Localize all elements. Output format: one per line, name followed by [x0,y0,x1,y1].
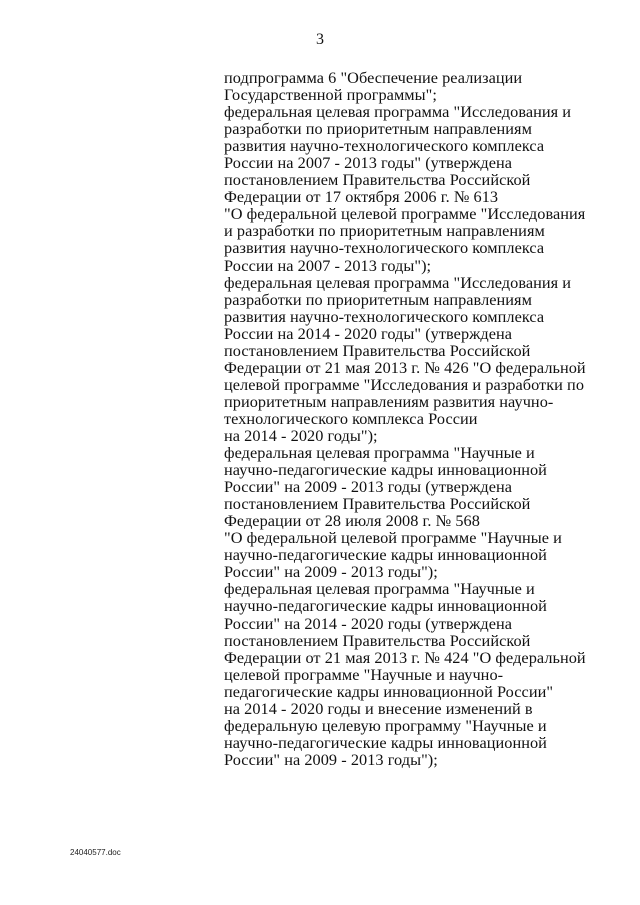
document-id: 24040577.doc [70,848,121,857]
text-line: разработки по приоритетным направлениям [224,289,532,309]
text-line: и разработки по приоритетным направлениям [224,221,545,241]
text-line: постановлением Правительства Российской [224,340,531,360]
text-line: Государственной программы"; [224,85,437,105]
text-line: постановлением Правительства Российской [224,170,531,190]
text-line: России" на 2009 - 2013 годы"); [224,749,438,769]
text-line: научно-педагогические кадры инновационной [224,460,547,480]
body-text [224,69,624,768]
text-line: научно-педагогические кадры инновационной [224,732,547,752]
text-line: России" на 2009 - 2013 годы (утверждена [224,477,513,497]
text-line: на 2014 - 2020 годы и внесение изменений в [224,698,533,718]
text-line: постановлением Правительства Российской [224,630,531,650]
text-line: России на 2014 - 2020 годы" (утверждена [224,323,513,343]
text-line: технологического комплекса России [224,408,478,428]
text-line: "О федеральной целевой программе "Исследования [224,204,586,224]
text-line: подпрограмма 6 "Обеспечение реализации [224,68,523,87]
text-line: Федерации от 17 октября 2006 г. № 613 [224,187,499,207]
text-line: Федерации от 21 мая 2013 г. № 424 "О федеральной [224,647,586,667]
page-number: 3 [316,31,324,48]
text-line: федеральную целевую программу "Научные и [224,715,547,735]
text-line: развития научно-технологического комплекса [224,136,545,156]
text-line: научно-педагогические кадры инновационной [224,596,547,616]
text-line: федеральная целевая программа "Научные и [224,579,535,599]
text-line: развития научно-технологического комплекса [224,238,545,258]
text-line: России" на 2014 - 2020 годы (утверждена [224,613,513,633]
text-line: разработки по приоритетным направлениям [224,119,532,139]
text-line: "О федеральной целевой программе "Научные и [224,528,562,548]
text-line: развития научно-технологического комплекса [224,306,545,326]
text-line: постановлением Правительства Российской [224,494,531,514]
text-line: федеральная целевая программа "Исследования и [224,102,572,122]
text-line: Федерации от 28 июля 2008 г. № 568 [224,511,480,531]
text-line: Федерации от 21 мая 2013 г. № 426 "О федеральной [224,357,586,377]
text-line: России на 2007 - 2013 годы"); [224,255,432,275]
text-line: федеральная целевая программа "Исследования и [224,272,572,292]
text-line: целевой программе "Научные и научно- [224,664,504,684]
text-line: на 2014 - 2020 годы"); [224,425,378,445]
text-line: России" на 2009 - 2013 годы"); [224,562,438,582]
text-line: федеральная целевая программа "Научные и [224,443,535,463]
text-line: педагогические кадры инновационной России" [224,681,554,701]
text-line: России на 2007 - 2013 годы" (утверждена [224,153,513,173]
text-line: приоритетным направлениям развития научно- [224,391,554,411]
text-line: научно-педагогические кадры инновационной [224,545,547,565]
text-line: целевой программе "Исследования и разработки по [224,374,585,394]
